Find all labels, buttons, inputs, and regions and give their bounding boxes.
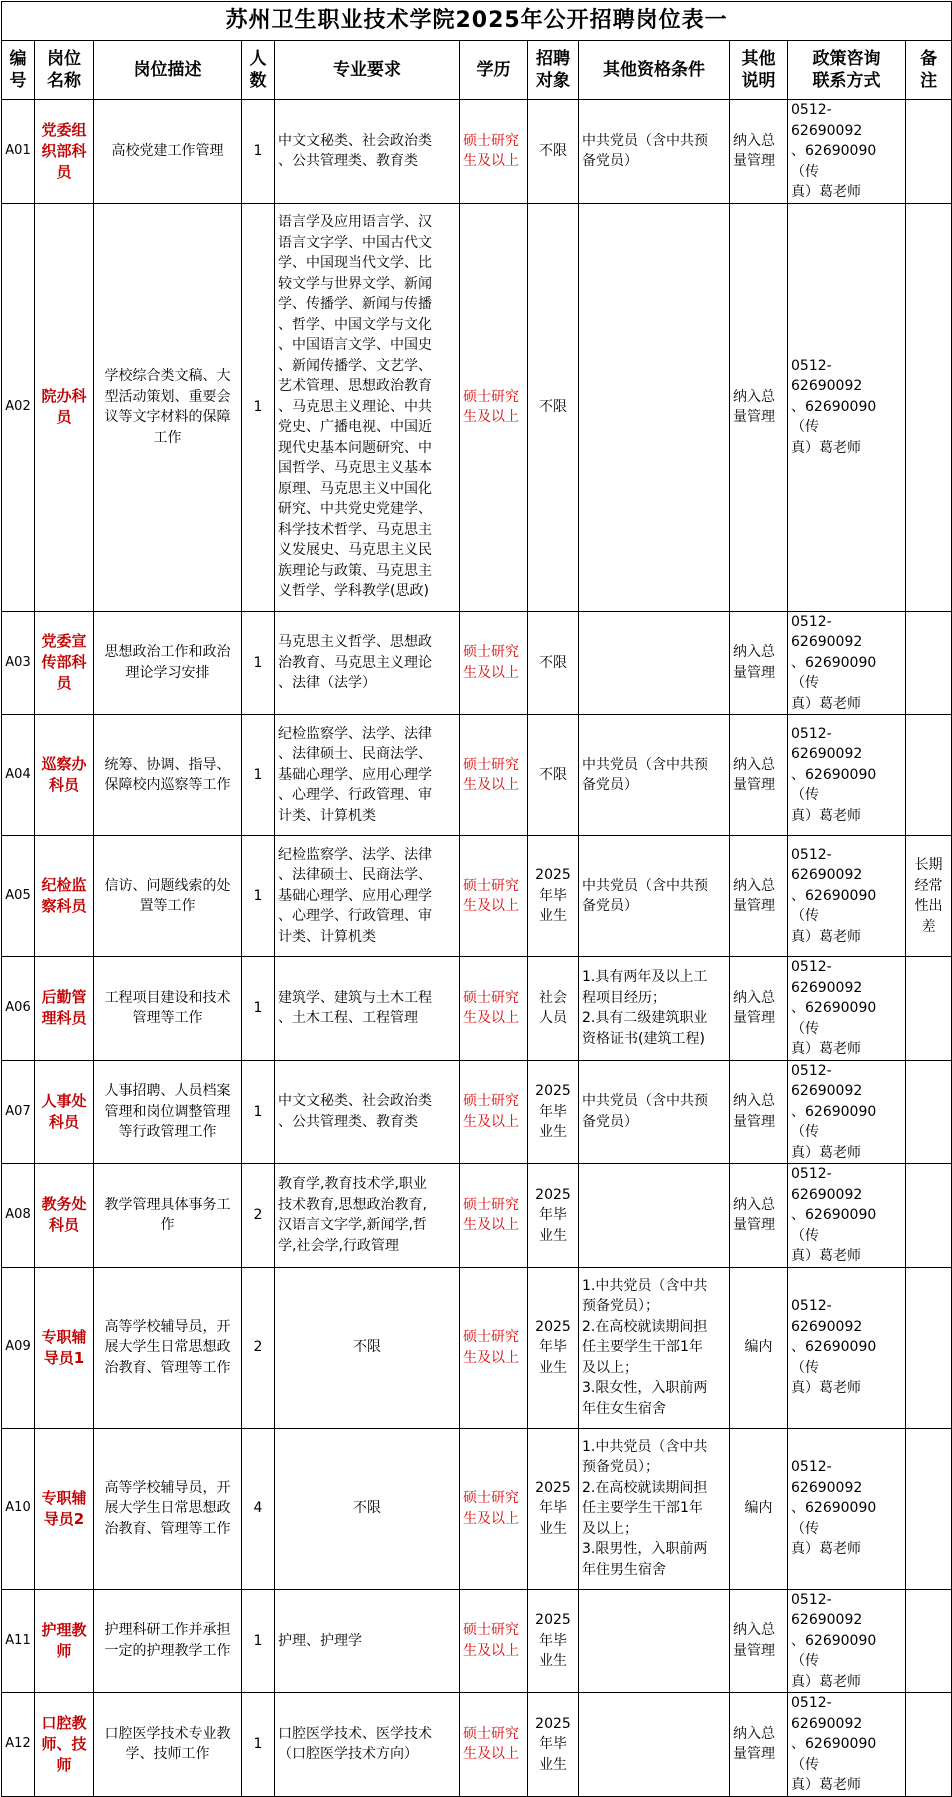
table-row <box>2 203 952 611</box>
header-count: 人 数 <box>242 41 275 100</box>
cell-contact: 0512-62690092 、62690090（传 真）葛老师 <box>788 611 906 715</box>
cell-remark <box>906 1060 952 1164</box>
cell-code: A02 <box>2 203 35 611</box>
cell-headcount: 2 <box>242 1267 275 1428</box>
cell-other-note: 纳入总 量管理 <box>730 957 788 1061</box>
job-table <box>1 1 952 1797</box>
cell-education: 硕士研究 生及以上 <box>460 836 528 957</box>
table-row <box>2 1060 952 1164</box>
cell-position-name: 专职辅 导员2 <box>35 1428 94 1589</box>
cell-education: 硕士研究 生及以上 <box>460 1267 528 1428</box>
cell-major-requirement: 中文文秘类、社会政治类 、公共管理类、教育类 <box>275 1060 460 1164</box>
cell-target-group: 2025 年毕 业生 <box>528 1428 579 1589</box>
cell-contact: 0512-62690092 、62690090（传 真）葛老师 <box>788 1693 906 1797</box>
cell-qualification: 中共党员（含中共预 备党员） <box>579 1060 730 1164</box>
cell-contact: 0512-62690092 、62690090（传 真）葛老师 <box>788 1589 906 1693</box>
cell-other-note: 纳入总 量管理 <box>730 1060 788 1164</box>
cell-qualification: 中共党员（含中共预 备党员） <box>579 836 730 957</box>
cell-description: 教学管理具体事务工 作 <box>94 1164 242 1268</box>
cell-position-name: 后勤管 理科员 <box>35 957 94 1061</box>
cell-target-group: 不限 <box>528 611 579 715</box>
cell-code: A12 <box>2 1693 35 1797</box>
cell-headcount: 1 <box>242 715 275 836</box>
cell-target-group: 2025 年毕 业生 <box>528 1693 579 1797</box>
cell-education: 硕士研究 生及以上 <box>460 203 528 611</box>
cell-qualification: 1.具有两年及以上工 程项目经历； 2.具有二级建筑职业 资格证书(建筑工程) <box>579 957 730 1061</box>
cell-contact: 0512-62690092 、62690090（传 真）葛老师 <box>788 1164 906 1268</box>
cell-major-requirement: 纪检监察学、法学、法律 、法律硕士、民商法学、 基础心理学、应用心理学 、心理学、行政管理、审 计类、计算机类 <box>275 836 460 957</box>
cell-code: A05 <box>2 836 35 957</box>
cell-other-note: 纳入总 量管理 <box>730 611 788 715</box>
cell-target-group: 2025 年毕 业生 <box>528 1164 579 1268</box>
sheet-title: 苏州卫生职业技术学院2025年公开招聘岗位表一 <box>2 2 952 41</box>
cell-headcount: 1 <box>242 611 275 715</box>
cell-position-name: 口腔教 师、技 师 <box>35 1693 94 1797</box>
cell-education: 硕士研究 生及以上 <box>460 1589 528 1693</box>
cell-target-group: 社会 人员 <box>528 957 579 1061</box>
cell-other-note: 编内 <box>730 1267 788 1428</box>
cell-remark <box>906 203 952 611</box>
cell-major-requirement: 不限 <box>275 1428 460 1589</box>
cell-remark <box>906 1164 952 1268</box>
cell-qualification: 1.中共党员（含中共 预备党员）； 2.在高校就读期间担 任主要学生干部1年 及以上； 3.限女性，入职前两 年住女生宿舍 <box>579 1267 730 1428</box>
table-row <box>2 1164 952 1268</box>
cell-qualification <box>579 1693 730 1797</box>
cell-target-group: 2025 年毕 业生 <box>528 1060 579 1164</box>
cell-target-group: 不限 <box>528 100 579 204</box>
cell-education: 硕士研究 生及以上 <box>460 1693 528 1797</box>
cell-headcount: 1 <box>242 1589 275 1693</box>
cell-major-requirement: 语言学及应用语言学、汉 语言文字学、中国古代文 学、中国现当代文学、比 较文学与世界文学、新闻 学、传播学、新闻与传播 、哲学、中国文学与文化 、中国语言文学、中国史 、新闻传播学、文艺学、 艺术管理、思想政治教育 、马克思主义理论、中共 党史、广播电视、中国近 现代史基本问题研究、中 国哲学、马克思主义基本 原理、马克思主义中国化 研究、中共党史党建学、 科学技术哲学、马克思主 义发展史、马克思主义民 族理论与政策、马克思主 义哲学、学科教学(思政) <box>275 203 460 611</box>
cell-major-requirement: 马克思主义哲学、思想政 治教育、马克思主义理论 、法律（法学） <box>275 611 460 715</box>
cell-position-name: 人事处 科员 <box>35 1060 94 1164</box>
cell-description: 口腔医学技术专业教 学、技师工作 <box>94 1693 242 1797</box>
cell-remark <box>906 1589 952 1693</box>
cell-remark <box>906 1693 952 1797</box>
cell-headcount: 1 <box>242 957 275 1061</box>
table-row <box>2 1693 952 1797</box>
cell-code: A06 <box>2 957 35 1061</box>
header-target: 招聘 对象 <box>528 41 579 100</box>
cell-remark: 长期 经常 性出 差 <box>906 836 952 957</box>
header-major: 专业要求 <box>275 41 460 100</box>
cell-major-requirement: 纪检监察学、法学、法律 、法律硕士、民商法学、 基础心理学、应用心理学 、心理学、行政管理、审 计类、计算机类 <box>275 715 460 836</box>
cell-code: A04 <box>2 715 35 836</box>
cell-other-note: 纳入总 量管理 <box>730 836 788 957</box>
cell-code: A01 <box>2 100 35 204</box>
cell-target-group: 2025 年毕 业生 <box>528 1267 579 1428</box>
recruitment-sheet <box>1 1 951 1793</box>
cell-contact: 0512-62690092 、62690090（传 真）葛老师 <box>788 1267 906 1428</box>
cell-description: 高等学校辅导员，开 展大学生日常思想政 治教育、管理等工作 <box>94 1267 242 1428</box>
cell-position-name: 纪检监 察科员 <box>35 836 94 957</box>
cell-qualification <box>579 611 730 715</box>
cell-other-note: 纳入总 量管理 <box>730 100 788 204</box>
cell-headcount: 2 <box>242 1164 275 1268</box>
cell-major-requirement: 教育学,教育技术学,职业 技术教育,思想政治教育, 汉语言文字学,新闻学,哲 学,社会学,行政管理 <box>275 1164 460 1268</box>
cell-education: 硕士研究 生及以上 <box>460 1164 528 1268</box>
cell-other-note: 纳入总 量管理 <box>730 1589 788 1693</box>
cell-headcount: 1 <box>242 1060 275 1164</box>
cell-description: 高校党建工作管理 <box>94 100 242 204</box>
cell-contact: 0512-62690092 、62690090（传 真）葛老师 <box>788 836 906 957</box>
header-other: 其他 说明 <box>730 41 788 100</box>
cell-target-group: 2025 年毕 业生 <box>528 836 579 957</box>
cell-position-name: 党委宣 传部科 员 <box>35 611 94 715</box>
cell-code: A10 <box>2 1428 35 1589</box>
cell-description: 护理科研工作并承担 一定的护理教学工作 <box>94 1589 242 1693</box>
header-name: 岗位 名称 <box>35 41 94 100</box>
cell-position-name: 院办科 员 <box>35 203 94 611</box>
cell-headcount: 1 <box>242 100 275 204</box>
cell-position-name: 教务处 科员 <box>35 1164 94 1268</box>
cell-other-note: 纳入总 量管理 <box>730 1164 788 1268</box>
cell-education: 硕士研究 生及以上 <box>460 611 528 715</box>
cell-remark <box>906 100 952 204</box>
cell-qualification: 中共党员（含中共预 备党员） <box>579 100 730 204</box>
table-row <box>2 611 952 715</box>
cell-other-note: 纳入总 量管理 <box>730 203 788 611</box>
header-remark: 备 注 <box>906 41 952 100</box>
cell-target-group: 不限 <box>528 715 579 836</box>
cell-description: 工程项目建设和技术 管理等工作 <box>94 957 242 1061</box>
header-desc: 岗位描述 <box>94 41 242 100</box>
cell-qualification: 中共党员（含中共预 备党员） <box>579 715 730 836</box>
cell-education: 硕士研究 生及以上 <box>460 715 528 836</box>
cell-qualification <box>579 203 730 611</box>
cell-education: 硕士研究 生及以上 <box>460 957 528 1061</box>
header-row <box>2 41 952 100</box>
cell-qualification <box>579 1164 730 1268</box>
cell-major-requirement: 不限 <box>275 1267 460 1428</box>
cell-code: A11 <box>2 1589 35 1693</box>
cell-contact: 0512-62690092 、62690090（传 真）葛老师 <box>788 1428 906 1589</box>
header-code: 编 号 <box>2 41 35 100</box>
cell-education: 硕士研究 生及以上 <box>460 100 528 204</box>
cell-major-requirement: 中文文秘类、社会政治类 、公共管理类、教育类 <box>275 100 460 204</box>
cell-description: 统筹、协调、指导、 保障校内巡察等工作 <box>94 715 242 836</box>
cell-remark <box>906 611 952 715</box>
cell-education: 硕士研究 生及以上 <box>460 1060 528 1164</box>
cell-remark <box>906 957 952 1061</box>
cell-qualification <box>579 1589 730 1693</box>
cell-contact: 0512-62690092 、62690090（传 真）葛老师 <box>788 957 906 1061</box>
cell-target-group: 不限 <box>528 203 579 611</box>
cell-description: 高等学校辅导员，开 展大学生日常思想政 治教育、管理等工作 <box>94 1428 242 1589</box>
cell-major-requirement: 口腔医学技术、医学技术 （口腔医学技术方向） <box>275 1693 460 1797</box>
table-row <box>2 1267 952 1428</box>
table-row <box>2 836 952 957</box>
cell-contact: 0512-62690092 、62690090（传 真）葛老师 <box>788 203 906 611</box>
cell-code: A07 <box>2 1060 35 1164</box>
cell-remark <box>906 1267 952 1428</box>
cell-other-note: 编内 <box>730 1428 788 1589</box>
cell-education: 硕士研究 生及以上 <box>460 1428 528 1589</box>
cell-position-name: 护理教 师 <box>35 1589 94 1693</box>
cell-description: 思想政治工作和政治 理论学习安排 <box>94 611 242 715</box>
table-row <box>2 100 952 204</box>
cell-other-note: 纳入总 量管理 <box>730 715 788 836</box>
table-row <box>2 1428 952 1589</box>
cell-contact: 0512-62690092 、62690090（传 真）葛老师 <box>788 1060 906 1164</box>
cell-contact: 0512-62690092 、62690090（传 真）葛老师 <box>788 100 906 204</box>
cell-contact: 0512-62690092 、62690090（传 真）葛老师 <box>788 715 906 836</box>
cell-headcount: 1 <box>242 203 275 611</box>
cell-major-requirement: 建筑学、建筑与土木工程 、土木工程、工程管理 <box>275 957 460 1061</box>
header-edu: 学历 <box>460 41 528 100</box>
cell-headcount: 4 <box>242 1428 275 1589</box>
cell-description: 学校综合类文稿、大 型活动策划、重要会 议等文字材料的保障 工作 <box>94 203 242 611</box>
header-contact: 政策咨询 联系方式 <box>788 41 906 100</box>
table-row <box>2 957 952 1061</box>
cell-code: A03 <box>2 611 35 715</box>
cell-code: A08 <box>2 1164 35 1268</box>
table-row <box>2 1589 952 1693</box>
cell-position-name: 专职辅 导员1 <box>35 1267 94 1428</box>
cell-position-name: 党委组 织部科 员 <box>35 100 94 204</box>
cell-headcount: 1 <box>242 1693 275 1797</box>
cell-other-note: 纳入总 量管理 <box>730 1693 788 1797</box>
cell-code: A09 <box>2 1267 35 1428</box>
cell-major-requirement: 护理、护理学 <box>275 1589 460 1693</box>
cell-qualification: 1.中共党员（含中共 预备党员）； 2.在高校就读期间担 任主要学生干部1年 及以上； 3.限男性，入职前两 年住男生宿舍 <box>579 1428 730 1589</box>
table-row <box>2 715 952 836</box>
cell-headcount: 1 <box>242 836 275 957</box>
cell-remark <box>906 715 952 836</box>
cell-remark <box>906 1428 952 1589</box>
cell-description: 人事招聘、人员档案 管理和岗位调整管理 等行政管理工作 <box>94 1060 242 1164</box>
cell-description: 信访、问题线索的处 置等工作 <box>94 836 242 957</box>
cell-position-name: 巡察办 科员 <box>35 715 94 836</box>
cell-target-group: 2025 年毕 业生 <box>528 1589 579 1693</box>
header-qual: 其他资格条件 <box>579 41 730 100</box>
